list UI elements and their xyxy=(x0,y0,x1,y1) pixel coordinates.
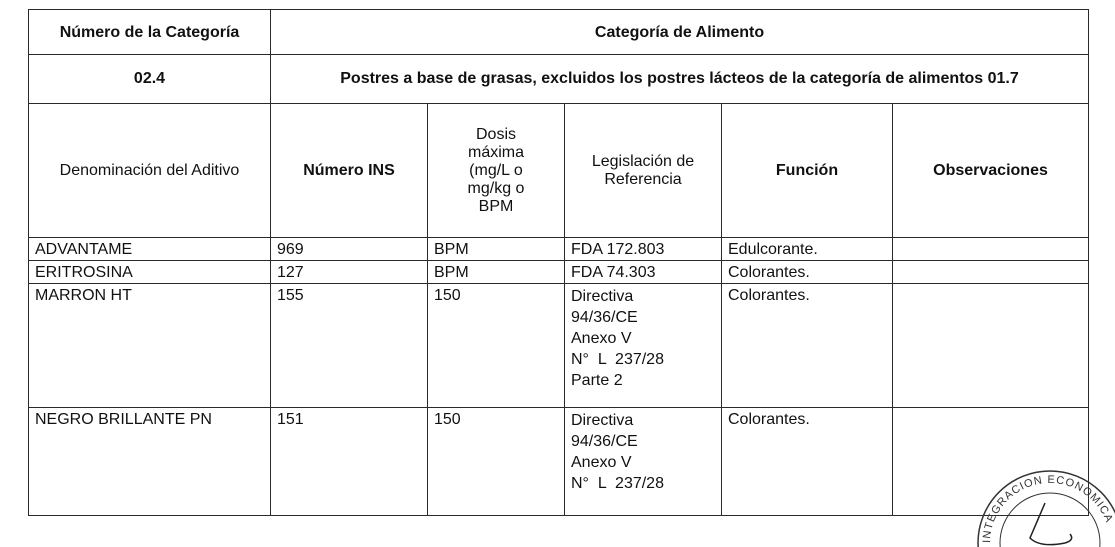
cell-observations xyxy=(893,261,1089,284)
legislation-line: N° L 237/28 xyxy=(571,351,664,368)
cell-name: ADVANTAME xyxy=(29,238,271,261)
cell-ins: 127 xyxy=(271,261,428,284)
col-header-legislation-text: Legislación de Referencia xyxy=(591,152,695,188)
cell-dose: BPM xyxy=(428,238,565,261)
legislation-line: 94/36/CE xyxy=(571,309,638,326)
legislation-line: 94/36/CE xyxy=(571,433,638,450)
header-row-labels xyxy=(29,10,1089,55)
cell-legislation xyxy=(565,261,722,284)
cell-name: ERITROSINA xyxy=(29,261,271,284)
table-row xyxy=(29,284,1089,408)
category-number: 02.4 xyxy=(29,55,271,104)
cell-function: Colorantes. xyxy=(722,261,893,284)
col-header-ins: Número INS xyxy=(271,104,428,238)
legislation-line: Anexo V xyxy=(571,330,632,347)
cell-legislation xyxy=(565,408,722,516)
legislation-line: Parte 2 xyxy=(571,372,623,389)
cell-ins: 155 xyxy=(271,284,428,408)
col-header-name-text: Denominación del Aditivo xyxy=(59,161,240,179)
header-row-values xyxy=(29,55,1089,104)
cell-dose: 150 xyxy=(428,408,565,516)
food-category-label: Categoría de Alimento xyxy=(271,10,1089,55)
cell-observations xyxy=(893,238,1089,261)
legislation-line: Anexo V xyxy=(571,454,632,471)
cell-function: Colorantes. xyxy=(722,408,893,516)
col-header-dose-text: Dosis máxima (mg/L o mg/kg o BPM xyxy=(467,125,525,215)
cell-observations xyxy=(893,284,1089,408)
legislation-line: Directiva xyxy=(571,288,634,305)
table-row xyxy=(29,408,1089,516)
signature-icon xyxy=(1030,503,1072,545)
cell-legislation xyxy=(565,238,722,261)
cell-dose: 150 xyxy=(428,284,565,408)
legislation-line: Directiva xyxy=(571,412,634,429)
legislation-line: FDA 172.803 xyxy=(571,241,665,258)
col-header-function: Función xyxy=(722,104,893,238)
additives-table xyxy=(28,9,1089,516)
table-row xyxy=(29,261,1089,284)
cell-function: Colorantes. xyxy=(722,284,893,408)
col-header-name xyxy=(29,104,271,238)
column-header-row xyxy=(29,104,1089,238)
table-row xyxy=(29,238,1089,261)
cell-dose: BPM xyxy=(428,261,565,284)
cell-function: Edulcorante. xyxy=(722,238,893,261)
col-header-legislation xyxy=(565,104,722,238)
cell-name: NEGRO BRILLANTE PN xyxy=(29,408,271,516)
cell-name: MARRON HT xyxy=(29,284,271,408)
col-header-dose xyxy=(428,104,565,238)
category-number-label: Número de la Categoría xyxy=(29,10,271,55)
cell-ins: 969 xyxy=(271,238,428,261)
official-seal xyxy=(970,468,1115,547)
legislation-line: FDA 74.303 xyxy=(571,264,656,281)
seal-text: INTEGRACION ECONOMICA xyxy=(980,473,1115,544)
cell-ins: 151 xyxy=(271,408,428,516)
legislation-line: N° L 237/28 xyxy=(571,475,664,492)
col-header-observations: Observaciones xyxy=(893,104,1089,238)
category-description: Postres a base de grasas, excluidos los postres lácteos de la categoría de alimentos 01.7 xyxy=(271,55,1089,104)
cell-legislation xyxy=(565,284,722,408)
